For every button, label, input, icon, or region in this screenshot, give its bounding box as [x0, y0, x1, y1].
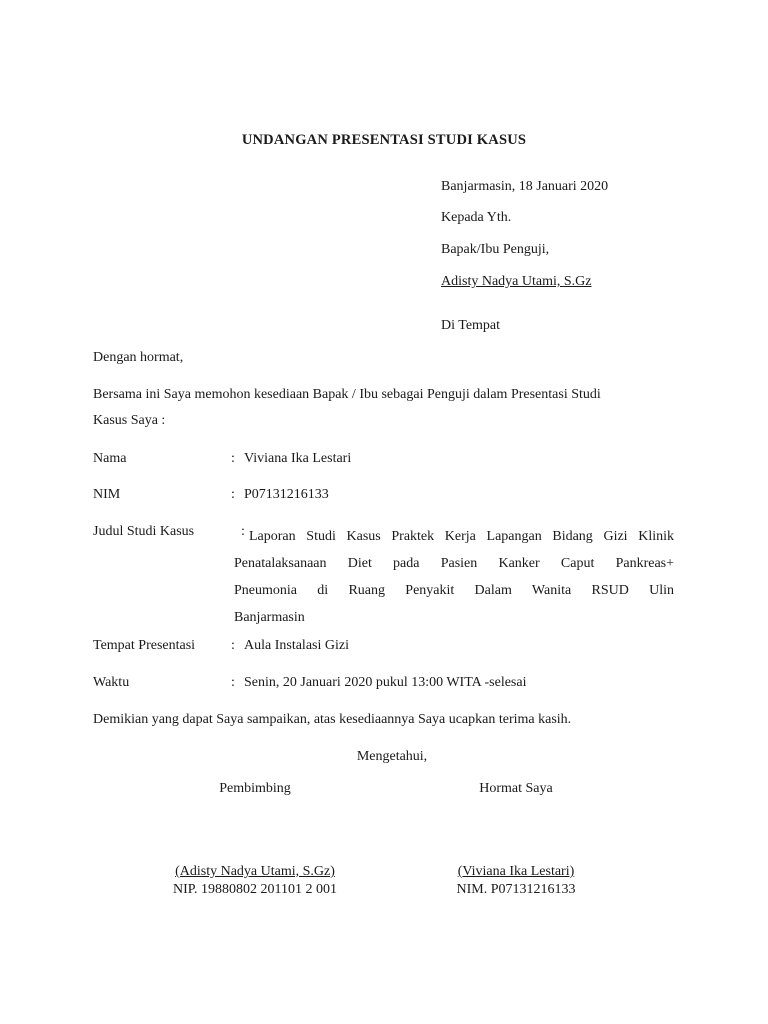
- judul-line-2: Penatalaksanaan Diet pada Pasien Kanker Caput Pankreas+: [234, 556, 674, 571]
- recipient-name: Adisty Nadya Utami, S.Gz: [441, 274, 592, 289]
- nim-label: NIM: [93, 487, 121, 502]
- mengetahui-label: Mengetahui,: [356, 749, 428, 764]
- right-signer-id: NIM. P07131216133: [456, 882, 576, 897]
- recipient-role: Bapak/Ibu Penguji,: [441, 242, 550, 257]
- tempat-value: Aula Instalasi Gizi: [244, 638, 349, 653]
- intro-line-1: Bersama ini Saya memohon kesediaan Bapak / Ibu sebagai Penguji dalam Presentasi Studi: [93, 387, 601, 402]
- waktu-value: Senin, 20 Januari 2020 pukul 13:00 WITA -selesai: [244, 675, 527, 690]
- judul-line-4: Banjarmasin: [234, 610, 305, 625]
- letter-title: UNDANGAN PRESENTASI STUDI KASUS: [241, 132, 527, 148]
- left-signer-name: (Adisty Nadya Utami, S.Gz): [175, 864, 335, 879]
- nama-label: Nama: [93, 451, 127, 466]
- recipient-salutation: Kepada Yth.: [441, 210, 512, 225]
- tempat-colon: :: [231, 638, 235, 653]
- judul-label: Judul Studi Kasus: [93, 524, 195, 539]
- closing-text: Demikian yang dapat Saya sampaikan, atas kesediaannya Saya ucapkan terima kasih.: [93, 712, 572, 727]
- nama-value: Viviana Ika Lestari: [244, 451, 352, 466]
- right-signer-role: Hormat Saya: [479, 781, 553, 796]
- left-signer-id: NIP. 19880802 201101 2 001: [173, 882, 337, 897]
- nim-colon: :: [231, 487, 235, 502]
- recipient-place: Di Tempat: [441, 318, 501, 333]
- judul-value: [234, 523, 674, 631]
- left-signer-role: Pembimbing: [219, 781, 291, 796]
- judul-line-3: Pneumonia di Ruang Penyakit Dalam Wanita RSUD Ulin: [234, 583, 674, 598]
- intro-line-2: Kasus Saya :: [93, 413, 166, 428]
- right-signer-name: (Viviana Ika Lestari): [457, 864, 575, 879]
- waktu-label: Waktu: [93, 675, 130, 690]
- judul-line-1: Laporan Studi Kasus Praktek Kerja Lapangan Bidang Gizi Klinik: [249, 529, 674, 544]
- place-date: Banjarmasin, 18 Januari 2020: [441, 179, 609, 194]
- tempat-label: Tempat Presentasi: [93, 638, 196, 653]
- judul-colon: :: [241, 524, 245, 539]
- greeting: Dengan hormat,: [93, 350, 184, 365]
- nama-colon: :: [231, 451, 235, 466]
- nim-value: P07131216133: [244, 487, 329, 502]
- waktu-colon: :: [231, 675, 235, 690]
